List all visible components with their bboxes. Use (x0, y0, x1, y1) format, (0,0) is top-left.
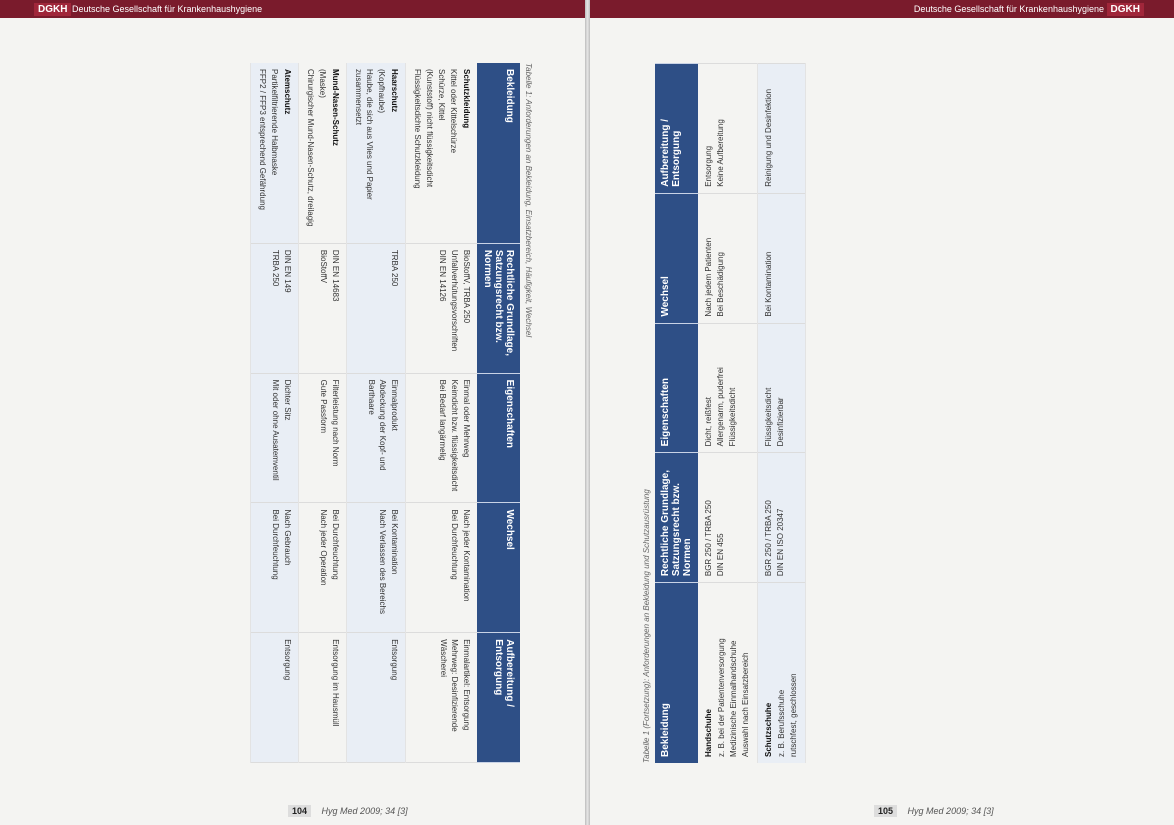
column-header: Aufbereitung / Entsorgung (655, 63, 698, 193)
cell-line: DIN EN 455 (716, 532, 725, 576)
cell-line: DIN EN 149 (282, 249, 292, 293)
table-cell (405, 63, 477, 243)
column-header: Eigenschaften (477, 373, 520, 503)
cell-line: Einmalartikel: Entsorgung (461, 638, 471, 730)
table-row (405, 63, 477, 763)
table-row (346, 63, 405, 763)
table-cell (298, 63, 346, 243)
cell-line: Chirurgischer Mund-Nasen-Schutz, dreilagig (305, 68, 315, 226)
cell-line: Auswahl nach Einsatzbereich (741, 651, 750, 757)
cell-line: Bei Kontamination (764, 251, 773, 317)
column-header: Wechsel (655, 193, 698, 323)
cell-line: BioStoffV, TRBA 250 (461, 249, 471, 323)
dgkh-logo: DGKH (1107, 3, 1144, 16)
cell-line: (Kopfhaube) (376, 68, 386, 113)
cell-line: FFP2 / FFP3 entsprechend Gefährdung (257, 68, 267, 210)
table-cell (250, 243, 298, 373)
table-cell (758, 193, 806, 323)
row-title: Haarschutz (389, 68, 399, 112)
cell-line: Medizinische Einmalhandschuhe (729, 639, 738, 757)
table-cell (758, 323, 806, 453)
cell-line: rutschfest, geschlossen (789, 672, 798, 757)
cell-line: Mehrweg: Desinfizierende Wäscherei (438, 638, 459, 732)
page-footer (288, 805, 408, 817)
cell-line: Kittel oder Kittelschürze (448, 68, 458, 153)
table-frame (53, 63, 533, 763)
cell-line: Flüssigkeitsdichte Schutzkleidung (412, 68, 422, 189)
cell-line: Entsorgung (704, 145, 713, 187)
row-title: Mund-Nasen-Schutz (330, 68, 340, 146)
cell-line: Nach jeder Operation (318, 508, 328, 585)
journal-citation: Hyg Med 2009; 34 [3] (907, 806, 994, 816)
table-cell (698, 323, 758, 453)
row-title: Schutzschuhe (764, 702, 773, 757)
cell-line: Dichter Sitz (282, 379, 292, 421)
table-cell (698, 63, 758, 193)
cell-line: Entsorgung (282, 638, 292, 680)
column-header: Rechtliche Grundlage, Satzungsrecht bzw. Normen (655, 452, 698, 582)
page-footer (874, 805, 994, 817)
table-cell (298, 373, 346, 503)
table-cell (346, 243, 405, 373)
cell-line: Reinigung und Desinfektion (764, 88, 773, 187)
cell-line: Entsorgung im Hausmüll (330, 638, 340, 726)
table-cell (250, 632, 298, 762)
header-title: Deutsche Gesellschaft für Krankenhaushygiene (913, 4, 1104, 14)
journal-citation: Hyg Med 2009; 34 [3] (321, 806, 408, 816)
table-cell (298, 632, 346, 762)
table-cell (758, 582, 806, 762)
cell-line: z. B. Berufsschuhe (777, 689, 786, 757)
cell-line: Haube, die sich aus Vlies und Papier zusammensetzt (353, 68, 374, 200)
cell-line: Bei Durchfeuchtung (330, 508, 340, 580)
dgkh-logo: DGKH (34, 3, 71, 16)
cell-line: Bei Beschädigung (716, 251, 725, 317)
cell-line: Mit oder ohne Ausatemventil (270, 379, 280, 481)
table-cell (250, 502, 298, 632)
page-number: 104 (288, 805, 311, 817)
cell-line: Bei Kontamination (389, 508, 399, 574)
table-cell (250, 63, 298, 243)
cell-line: Flüssigkeitsdicht (764, 387, 773, 446)
table-cell (298, 502, 346, 632)
header-title: Deutsche Gesellschaft für Krankenhaushygiene (72, 4, 263, 14)
cell-line: Nach Gebrauch (282, 508, 292, 565)
cell-line: Keimdicht bzw. flüssigkeitsdicht (449, 379, 459, 491)
cell-line: z. B. bei der Patientenversorgung (717, 637, 726, 757)
cell-line: Dicht, reißfest (704, 396, 713, 446)
table-row (698, 63, 758, 763)
table-cell (405, 502, 477, 632)
cell-line: BGR 250 / TRBA 250 (764, 499, 773, 576)
table-cell (346, 502, 405, 632)
table-cell (405, 243, 477, 373)
row-title: Atemschutz (282, 68, 292, 114)
table-cell (405, 632, 477, 762)
column-header: Bekleidung (477, 63, 520, 243)
column-header: Wechsel (477, 502, 520, 632)
cell-line: Nach jedem Patienten (704, 237, 713, 317)
cell-line: Schürze, Kittel (436, 68, 446, 121)
column-header: Rechtliche Grundlage, Satzungsrecht bzw. Normen (477, 243, 520, 373)
cell-line: Keine Aufbereitung (716, 118, 725, 187)
column-header: Eigenschaften (655, 323, 698, 453)
table-row (758, 63, 806, 763)
page-number: 105 (874, 805, 897, 817)
cell-line: Entsorgung (389, 638, 399, 680)
table-caption: Tabelle 1: Anforderungen an Bekleidung, Einsatzbereich, Häufigkeit, Wechsel (523, 62, 533, 337)
cell-line: Nach Verlassen des Bereichs (377, 508, 387, 614)
clothing-table (250, 63, 520, 763)
cell-line: Unfallverhütungsvorschriften (449, 249, 459, 351)
cell-line: Einmal oder Mehrweg (461, 379, 471, 457)
cell-line: DIN EN 14126 (437, 249, 447, 301)
table-row (298, 63, 346, 763)
row-title: Handschuhe (704, 708, 713, 757)
cell-line: BioStoffV (318, 249, 328, 283)
left-page (0, 0, 585, 825)
column-header: Aufbereitung / Entsorgung (477, 632, 520, 762)
cell-line: Gute Passform (318, 379, 328, 433)
cell-line: Bei Durchfeuchtung (270, 508, 280, 580)
table-cell (758, 452, 806, 582)
cell-line: Partikelfiltrierende Halbmaske (269, 68, 279, 175)
table-cell (698, 582, 758, 762)
cell-line: Abdeckung der Kopf- und Barthaare (366, 379, 387, 470)
cell-line: Flüssigkeitsdicht (728, 387, 737, 446)
cell-line: Bei Durchfeuchtung (449, 508, 459, 580)
cell-line: Bei Bedarf langärmelig (437, 379, 447, 461)
cell-line: Desinfizierbar (776, 396, 785, 446)
table-caption: Tabelle 1 (Fortsetzung): Anforderungen an Bekleidung und Schutzausrüstung (642, 488, 651, 763)
right-page (590, 0, 1174, 825)
row-title: Schutzkleidung (461, 68, 471, 128)
column-header: Bekleidung (655, 582, 698, 762)
table-cell (298, 243, 346, 373)
cell-line: DIN EN 14683 (330, 249, 340, 301)
cell-line: TRBA 250 (389, 249, 399, 286)
cell-line: DIN EN ISO 20347 (776, 508, 785, 576)
cell-line: (Maske) (317, 68, 327, 98)
table-cell (758, 63, 806, 193)
cell-line: BGR 250 / TRBA 250 (704, 499, 713, 576)
cell-line: Filterleistung nach Norm (330, 379, 340, 466)
table-row (250, 63, 298, 763)
table-cell (346, 373, 405, 503)
cell-line: TRBA 250 (270, 249, 280, 286)
table-frame (642, 63, 1122, 763)
cell-line: (Kunststoff) nicht flüssigkeitsdicht (424, 68, 434, 187)
table-cell (698, 193, 758, 323)
table-cell (250, 373, 298, 503)
clothing-table (655, 63, 806, 763)
table-cell (346, 632, 405, 762)
cell-line: Nach jeder Kontamination (461, 508, 471, 601)
table-cell (346, 63, 405, 243)
table-cell (698, 452, 758, 582)
cell-line: Allergenarm, puderfrei (716, 366, 725, 446)
cell-line: Einmalprodukt (389, 379, 399, 431)
table-cell (405, 373, 477, 503)
